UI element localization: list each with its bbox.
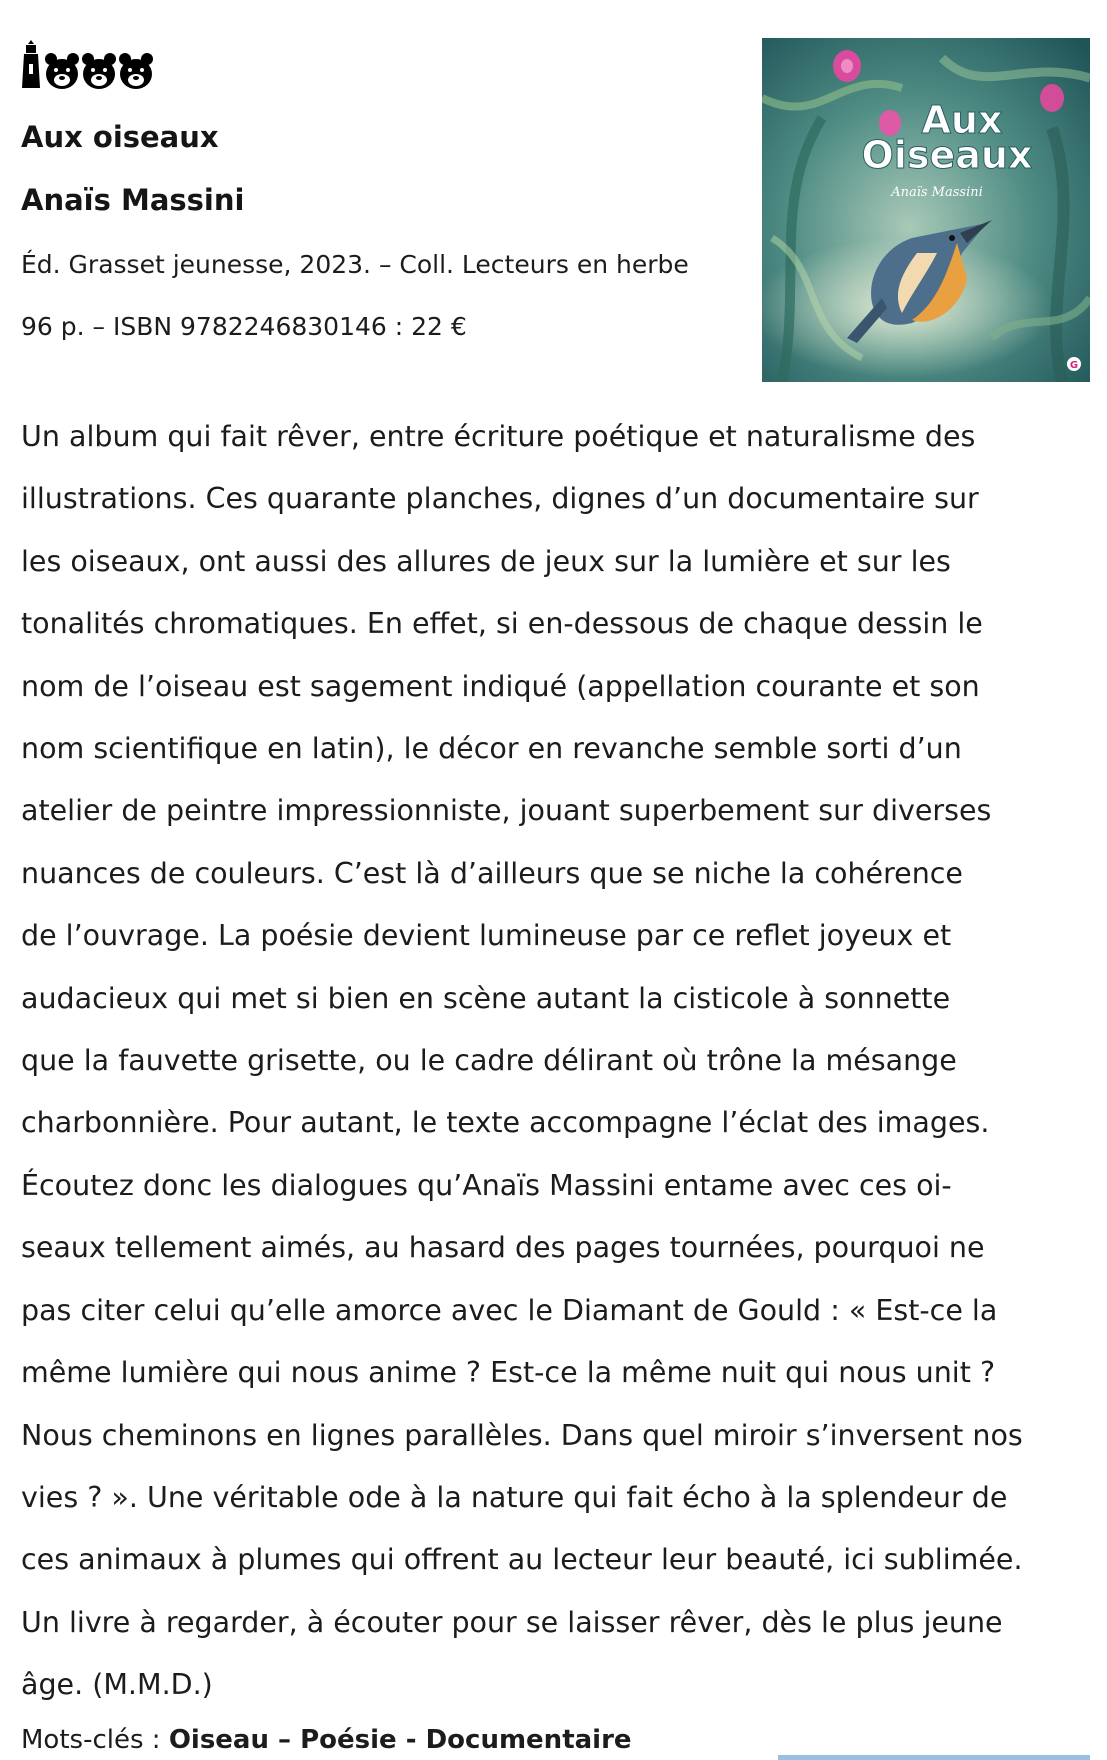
review-line: nom de l’oiseau est sagement indiqué (appellation courante et son [21, 669, 980, 703]
review-line: âge. (M.M.D.) [21, 1668, 213, 1702]
footer-accent-bar [778, 1755, 1090, 1760]
review-line: Un album qui fait rêver, entre écriture poétique et naturalisme des [21, 420, 976, 453]
keyword-separator: - [396, 1725, 426, 1755]
cover-title-line1: Aux [921, 98, 1003, 142]
keyword: Documentaire [425, 1725, 632, 1755]
review-line: les oiseaux, ont aussi des allures de jeux sur la lumière et sur les [21, 544, 951, 578]
review-line: que la fauvette grisette, ou le cadre délirant où trône la mésange [21, 1044, 957, 1078]
details-line: 96 p. – ISBN 9782246830146 : 22 € [21, 312, 467, 341]
review-line: pas citer celui qu’elle amorce avec le Diamant de Gould : « Est-ce la [21, 1293, 998, 1327]
keywords [21, 1725, 632, 1755]
bear-icon [82, 52, 116, 90]
age-badges [20, 40, 153, 90]
book-author: Anaïs Massini [21, 183, 245, 217]
svg-text:G: G [1069, 360, 1079, 371]
review-text [21, 406, 1091, 1717]
lighthouse-icon [20, 40, 42, 90]
cover-illustration [762, 38, 1090, 382]
publisher-line: Éd. Grasset jeunesse, 2023. – Coll. Lecteurs en herbe [21, 250, 689, 279]
review-line: même lumière qui nous anime ? Est-ce la même nuit qui nous unit ? [21, 1356, 996, 1390]
keyword: Poésie [300, 1725, 397, 1755]
review-line: illustrations. Ces quarante planches, dignes d’un documentaire sur [21, 482, 979, 516]
keyword-separator: – [269, 1725, 301, 1755]
review-line: Nous cheminons en lignes parallèles. Dans quel miroir s’inversent nos [21, 1418, 1023, 1452]
book-title: Aux oiseaux [21, 120, 219, 154]
bear-icon [119, 52, 153, 90]
cover-title-line2: Oiseaux [861, 133, 1033, 177]
review-line: nom scientifique en latin), le décor en revanche semble sorti d’un [21, 732, 962, 766]
review-line: Écoutez donc les dialogues qu’Anaïs Massini entame avec ces oi- [21, 1168, 952, 1202]
review-line: vies ? ». Une véritable ode à la nature qui fait écho à la splendeur de [21, 1480, 1008, 1514]
cover-author: Anaïs Massini [891, 185, 983, 200]
review-line: de l’ouvrage. La poésie devient lumineuse par ce reflet joyeux et [21, 919, 952, 953]
review-line: seaux tellement aimés, au hasard des pages tournées, pourquoi ne [21, 1231, 985, 1265]
review-line: ces animaux à plumes qui offrent au lecteur leur beauté, ici sublimée. [21, 1543, 1023, 1577]
review-line: audacieux qui met si bien en scène autant la cisticole à sonnette [21, 981, 951, 1015]
review-line: tonalités chromatiques. En effet, si en-dessous de chaque dessin le [21, 607, 983, 641]
review-line: atelier de peintre impressionniste, jouant superbement sur diverses [21, 794, 992, 828]
review-line: nuances de couleurs. C’est là d’ailleurs que se niche la cohérence [21, 856, 963, 890]
book-cover [762, 38, 1090, 382]
keywords-label: Mots-clés : [21, 1725, 169, 1755]
keyword: Oiseau [168, 1725, 269, 1755]
review-line: Un livre à regarder, à écouter pour se laisser rêver, dès le plus jeune [21, 1605, 1003, 1639]
bear-icon [45, 52, 79, 90]
review-line: charbonnière. Pour autant, le texte accompagne l’éclat des images. [21, 1106, 990, 1140]
